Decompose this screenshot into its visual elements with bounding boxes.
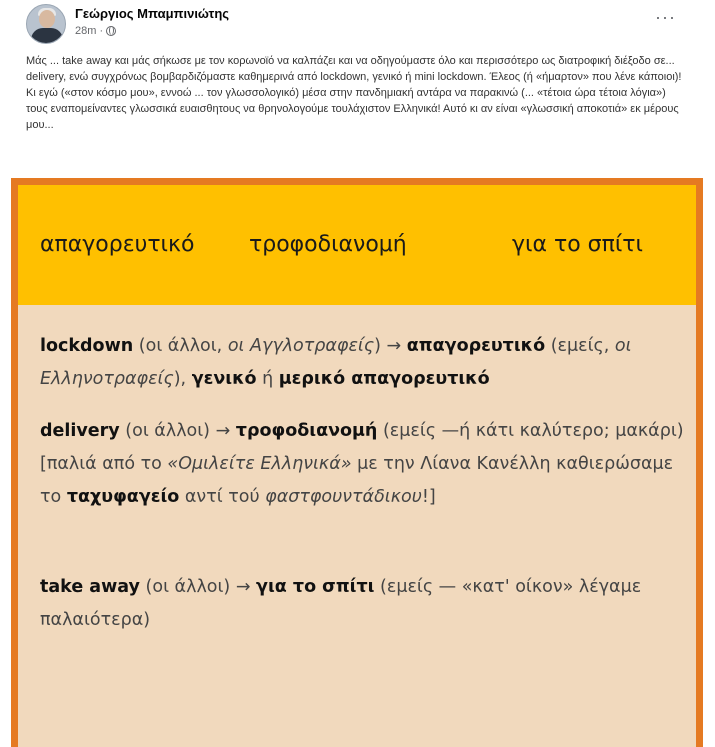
author-name[interactable]: Γεώργιος Μπαμπινιώτης bbox=[75, 6, 230, 21]
text: «Ομιλείτε Ελληνικά» bbox=[167, 454, 352, 474]
text: ή bbox=[256, 369, 279, 389]
globe-icon bbox=[106, 26, 116, 36]
text: (οι άλλοι, bbox=[133, 336, 228, 356]
entry-take-away bbox=[40, 571, 690, 637]
text: ), bbox=[173, 369, 192, 389]
text: οι Αγγλοτραφείς bbox=[227, 336, 375, 356]
text: αντί τού bbox=[179, 487, 266, 507]
term: delivery bbox=[40, 421, 120, 441]
text: (εμείς —ή κάτι καλύτερο; μακάρι) [παλιά από το bbox=[40, 421, 684, 474]
banner bbox=[18, 185, 696, 305]
text: (οι άλλοι) → bbox=[119, 421, 236, 441]
post-time[interactable]: 28m · bbox=[75, 25, 104, 37]
post-text: Μάς ... take away και μάς σήκωσε με τον κορωνοϊό να καλπάζει και να οδηγούμαστε όλο και περισσότερο ως διατροφική διέξοδο σε... delivery, ενώ συγχρόνως βομβαρδιζόμαστε καθημερινά από lockdown, γενικό ή mini lockdown. Έλεος (ή «ήμαρτον» που λένε κάποιοι)! Κι εγώ («στον κόσμο μου», εννοώ ... τον γλωσσολογικό) μέσα στην πανδημιακή αντάρα να παρακινώ (... «τέτοια ώρα τέτοια λόγια») τους εναπομείναντες γλωσσικά ευαισθητους να θρηνολογούμε τουλάχιστον Ελληνικά! Αυτό κι αν είναι «γλωσσική αποκοτιά» εκ μέρους μου... bbox=[26, 55, 682, 131]
term: ταχυφαγείο bbox=[66, 487, 180, 507]
term: γενικό bbox=[191, 369, 257, 389]
post-meta bbox=[75, 25, 116, 37]
banner-word-1: απαγορευτικό bbox=[40, 232, 195, 257]
term: απαγορευτικό bbox=[406, 336, 546, 356]
term: take away bbox=[40, 577, 140, 597]
entry-lockdown bbox=[40, 330, 690, 396]
more-icon[interactable]: ··· bbox=[655, 7, 676, 27]
post-image-card[interactable] bbox=[11, 178, 703, 747]
text: με την Λίανα Κανέλλη καθιερώσαμε το bbox=[40, 454, 674, 507]
text: οι Ελληνοτραφείς bbox=[40, 336, 632, 389]
text: !] bbox=[421, 487, 436, 507]
entry-delivery bbox=[40, 415, 690, 514]
text: ) → bbox=[374, 336, 407, 356]
avatar[interactable] bbox=[26, 4, 66, 44]
text: (εμείς, bbox=[545, 336, 615, 356]
text: (οι άλλοι) → bbox=[139, 577, 257, 597]
banner-word-3: για το σπίτι bbox=[512, 232, 643, 257]
text: φαστφουντάδικου bbox=[265, 487, 422, 507]
term: τροφοδιανομή bbox=[235, 421, 378, 441]
banner-word-2: τροφοδιανομή bbox=[249, 232, 407, 257]
text: (εμείς — «κατ' οίκον» λέγαμε παλαιότερα) bbox=[40, 577, 642, 630]
term: lockdown bbox=[40, 336, 134, 356]
term: για το σπίτι bbox=[256, 577, 375, 597]
post-header bbox=[26, 4, 706, 48]
term: μερικό απαγορευτικό bbox=[278, 369, 490, 389]
